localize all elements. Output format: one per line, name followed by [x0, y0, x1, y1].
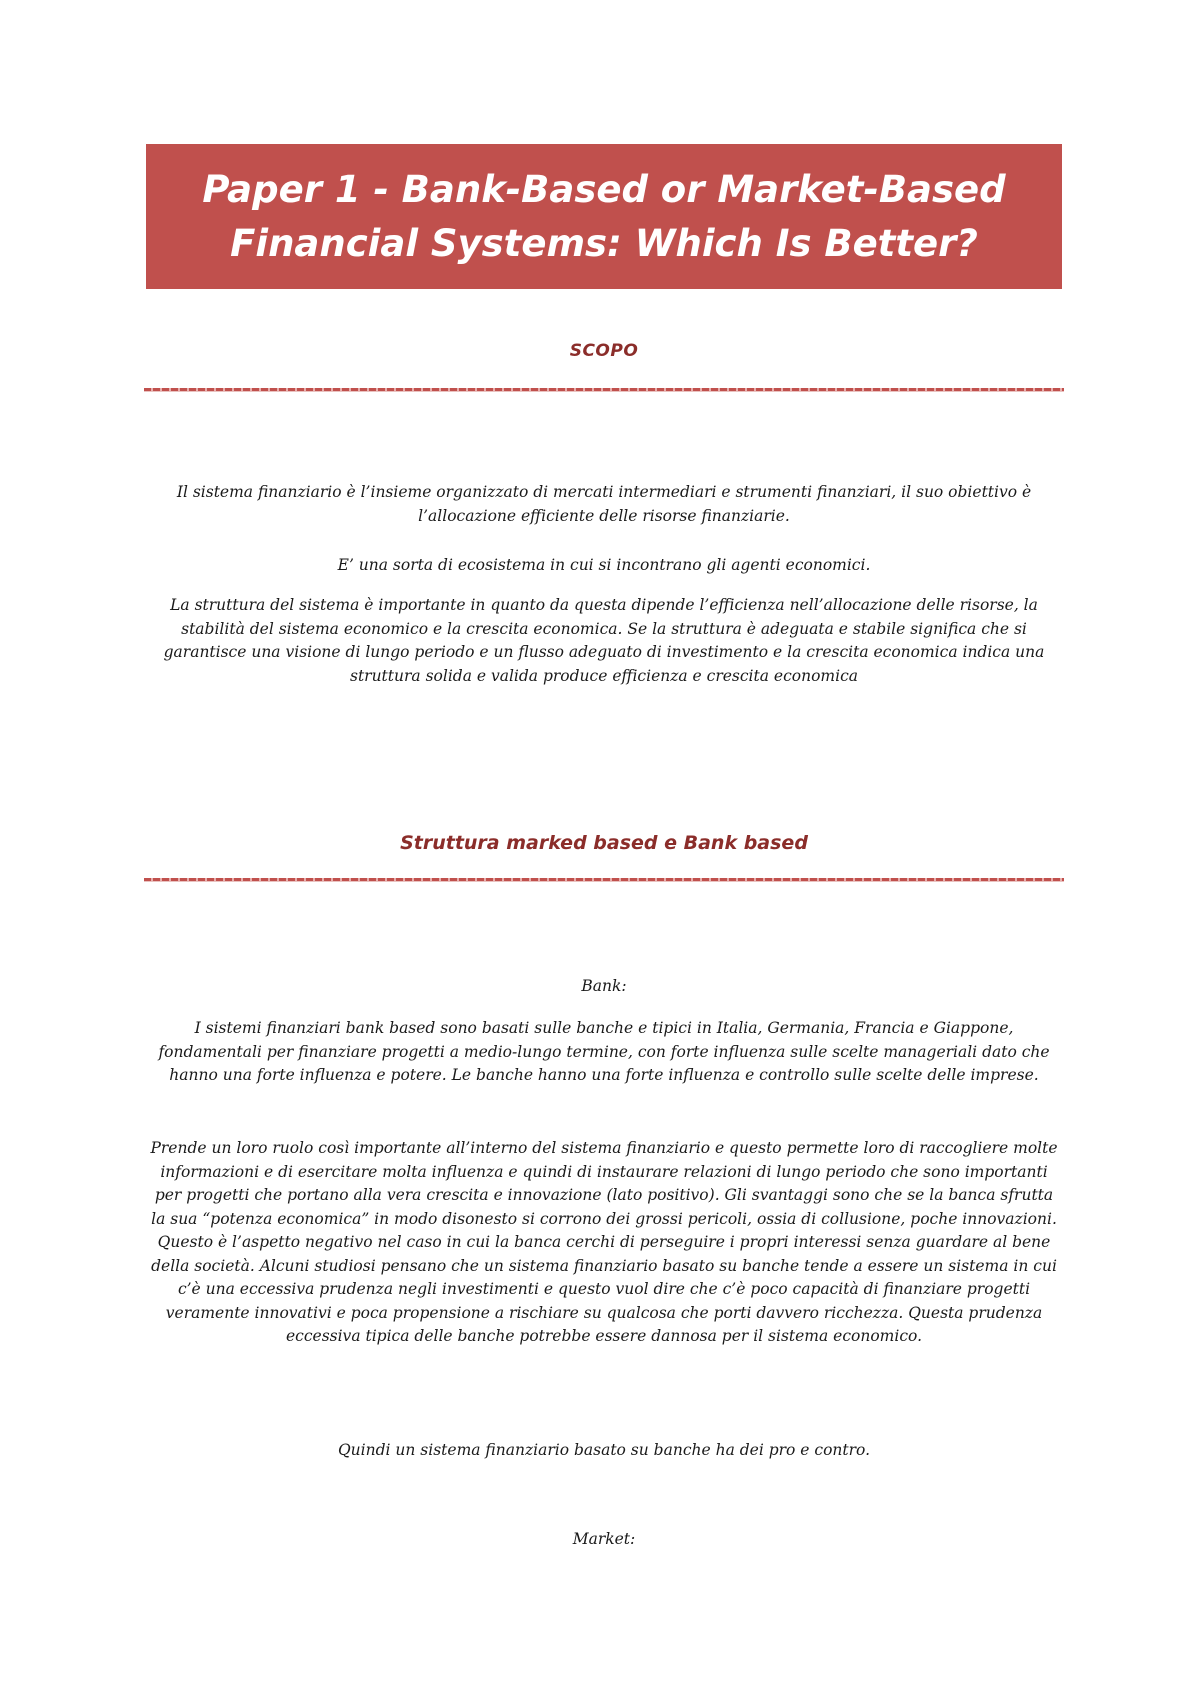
- paragraph: I sistemi finanziari bank based sono basati sulle banche e tipici in Italia, Germania, Francia e Giappone, fondamentali per finanziare progetti a medio-lungo termine, con forte influenza sulle scelte manageriali dato che hanno una forte influenza e potere. Le banche hanno una forte influenza e controllo sulle scelte delle imprese.: [158, 1019, 1050, 1084]
- paragraph: Il sistema finanziario è l’insieme organizzato di mercati intermediari e strumenti finanziari, il suo obiettivo è l’allocazione efficiente delle risorse finanziarie.: [176, 483, 1032, 525]
- section-heading-scopo: SCOPO: [569, 341, 639, 361]
- subsection-label-bank: Bank:: [581, 977, 627, 995]
- section-divider: [144, 388, 1064, 391]
- subsection-label-market: Market:: [572, 1530, 636, 1548]
- paragraph: Prende un loro ruolo così importante all’interno del sistema finanziario e questo permette loro di raccogliere molte informazioni e di esercitare molta influenza e quindi di instaurare relazioni di lungo periodo che sono importanti per progetti che portano alla vera crescita e innovazione (lato positivo). Gli svantaggi sono che se la banca sfrutta la sua “potenza economica” in modo disonesto si corrono dei grossi pericoli, ossia di collusione, poche innovazioni. Questo è l’aspetto negativo nel caso in cui la banca cerchi di perseguire i propri interessi senza guardare al bene della società. Alcuni studiosi pensano che un sistema finanziario basato su banche tende a essere un sistema in cui c’è una eccessiva prudenza negli investimenti e questo vuol dire che c’è poco capacità di finanziare progetti veramente innovativi e poca propensione a rischiare su qualcosa che porti davvero ricchezza. Questa prudenza eccessiva tipica delle banche potrebbe essere dannosa per il sistema economico.: [150, 1139, 1058, 1345]
- paragraph: Quindi un sistema finanziario basato su banche ha dei pro e contro.: [337, 1441, 871, 1459]
- title-banner: [146, 144, 1062, 289]
- paragraph: La struttura del sistema è importante in quanto da questa dipende l’efficienza nell’allocazione delle risorse, la stabilità del sistema economico e la crescita economica. Se la struttura è adeguata e stabile significa che si garantisce una visione di lungo periodo e un flusso adeguato di investimento e la crescita economica indica una struttura solida e valida produce efficienza e crescita economica: [163, 596, 1045, 685]
- section-heading-struttura: Struttura marked based e Bank based: [400, 832, 808, 854]
- document-title: Paper 1 - Bank-Based or Market-Based Financial Systems: Which Is Better?: [202, 167, 1006, 265]
- paragraph: E’ una sorta di ecosistema in cui si incontrano gli agenti economici.: [337, 556, 871, 574]
- section-divider: [144, 878, 1064, 881]
